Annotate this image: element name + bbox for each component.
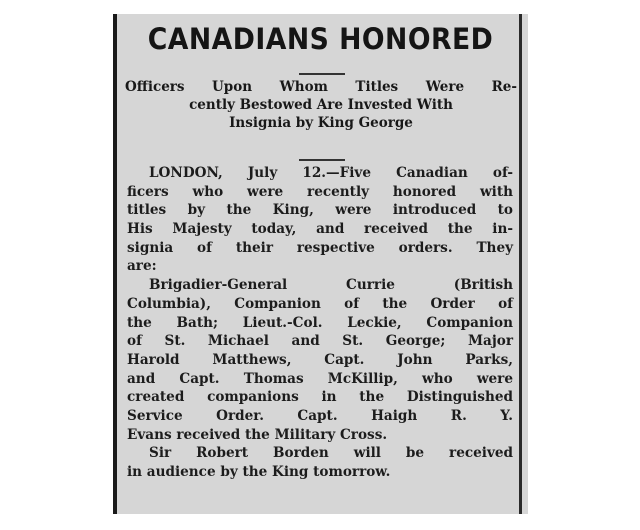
body-line: Service Order. Capt. Haigh R. Y.: [127, 407, 513, 424]
body-line: Columbia), Companion of the Order of: [127, 295, 513, 312]
body-line: the Bath; Lieut.-Col. Leckie, Companion: [127, 314, 513, 331]
body-line: are:: [127, 258, 157, 275]
body-line: LONDON, July 12.—Five Canadian of-: [149, 165, 513, 181]
body-line: ficers who were recently honored with: [127, 183, 513, 200]
body-line: Brigadier-General Currie (British: [149, 277, 513, 294]
column-rule-right: [519, 14, 522, 514]
body-line: of St. Michael and St. George; Major: [127, 333, 513, 350]
body-line: in audience by the King tomorrow.: [127, 464, 391, 480]
subhead-line: Insignia by King George: [229, 115, 413, 131]
column-rule-left: [113, 14, 117, 514]
body-line: His Majesty today, and received the in-: [127, 221, 513, 238]
article-body: [127, 164, 513, 482]
newspaper-clipping: [113, 14, 528, 514]
body-line: Evans received the Military Cross.: [127, 426, 388, 443]
body-line: titles by the King, were introduced to: [127, 202, 513, 219]
body-line: Sir Robert Borden will be received: [149, 445, 513, 462]
body-line: signia of their respective orders. They: [127, 239, 513, 256]
body-line: created companions in the Distinguished: [127, 389, 513, 406]
subhead-divider: [299, 159, 345, 161]
body-line: Harold Matthews, Capt. John Parks,: [127, 351, 513, 368]
subhead-line: Officers Upon Whom Titles Were Re-: [125, 79, 517, 95]
subheadline: [125, 78, 517, 132]
body-line: and Capt. Thomas McKillip, who were: [127, 370, 513, 387]
headline: CANADIANS HONORED: [147, 22, 494, 56]
headline-divider: [299, 73, 345, 75]
subhead-line: cently Bestowed Are Invested With: [189, 97, 453, 113]
